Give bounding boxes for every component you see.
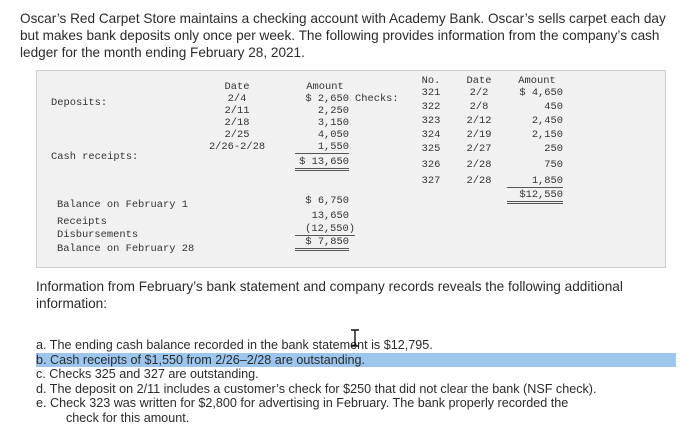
problem-intro: Oscar’s Red Carpet Store maintains a checking account with Academy Bank. Oscar’s sells carpet each day but makes bank deposits only once per week. The following provides information from the company’s cash ledger for the month ending February 28, 2021. (20, 11, 666, 60)
check-date: 2/8 (469, 101, 489, 113)
check-date: 2/12 (466, 115, 492, 127)
text-cursor-icon (348, 329, 362, 347)
cash-ledger-panel (36, 70, 666, 268)
list-item-highlighted[interactable]: b. Cash receipts of $1,550 from 2/26–2/28 are outstanding. (36, 353, 676, 368)
checks-label: Checks: (355, 93, 399, 105)
check-total: $12,550 (507, 189, 563, 204)
check-amount: $ 4,650 (519, 87, 563, 99)
deposit-amount: $ 2,650 (305, 93, 349, 105)
check-number: 327 (421, 175, 441, 187)
deposit-amount-header: Amount (306, 81, 344, 93)
list-item: c. Checks 325 and 327 are outstanding. (36, 367, 259, 382)
check-amount: 450 (544, 101, 563, 113)
balance-value: (12,550) (295, 223, 355, 236)
balance-value: $ 7,850 (295, 236, 349, 251)
deposits-label: Deposits: (51, 97, 108, 109)
deposit-date-header: Date (224, 81, 250, 93)
check-no-header: No. (421, 75, 441, 87)
deposit-date: 2/26-2/28 (208, 141, 266, 153)
deposit-date: 2/11 (224, 105, 250, 117)
deposit-date: 2/18 (224, 117, 250, 129)
check-date: 2/19 (466, 129, 492, 141)
check-date-header: Date (466, 75, 492, 87)
deposit-amount: 4,050 (317, 129, 349, 141)
check-date: 2/28 (466, 159, 492, 171)
deposit-amount: 3,150 (317, 117, 349, 129)
check-number: 322 (421, 101, 441, 113)
list-item-continuation: check for this amount. (66, 410, 190, 425)
balance-label: Balance on February 28 (57, 243, 195, 255)
deposit-amount: 2,250 (317, 105, 349, 117)
check-amount: 250 (544, 143, 563, 155)
check-amount-header: Amount (518, 75, 556, 87)
deposit-date: 2/4 (227, 93, 247, 105)
balance-label: Disbursements (57, 229, 139, 241)
check-number: 326 (421, 159, 441, 171)
check-amount: 2,450 (531, 115, 563, 127)
deposit-amount: 1,550 (295, 141, 349, 154)
cash-receipts-label: Cash receipts: (51, 151, 139, 163)
deposit-total: $ 13,650 (295, 156, 349, 171)
check-date: 2/2 (469, 87, 489, 99)
check-amount: 750 (544, 159, 563, 171)
additional-info-list (36, 338, 676, 426)
list-item: a. The ending cash balance recorded in the bank statement is $12,795. (36, 338, 433, 352)
check-date: 2/27 (466, 143, 492, 155)
check-amount: 2,150 (531, 129, 563, 141)
balance-value: $ 6,750 (305, 195, 349, 207)
check-number: 324 (421, 129, 441, 141)
list-item: e. Check 323 was written for $2,800 for advertising in February. The bank properly recorded the (36, 396, 569, 411)
balance-value: 13,650 (311, 210, 349, 222)
balance-label: Balance on February 1 (57, 199, 188, 211)
check-amount: 1,850 (507, 175, 563, 188)
deposit-date: 2/25 (224, 129, 250, 141)
check-number: 325 (421, 143, 441, 155)
list-item: d. The deposit on 2/11 includes a customer’s check for $250 that did not clear the bank (NSF check). (36, 381, 597, 396)
check-date: 2/28 (466, 175, 492, 187)
balance-label: Receipts (57, 216, 107, 228)
check-number: 323 (421, 115, 441, 127)
check-number: 321 (421, 87, 441, 99)
info-heading: Information from February’s bank statement and company records reveals the following additional information: (36, 279, 623, 311)
